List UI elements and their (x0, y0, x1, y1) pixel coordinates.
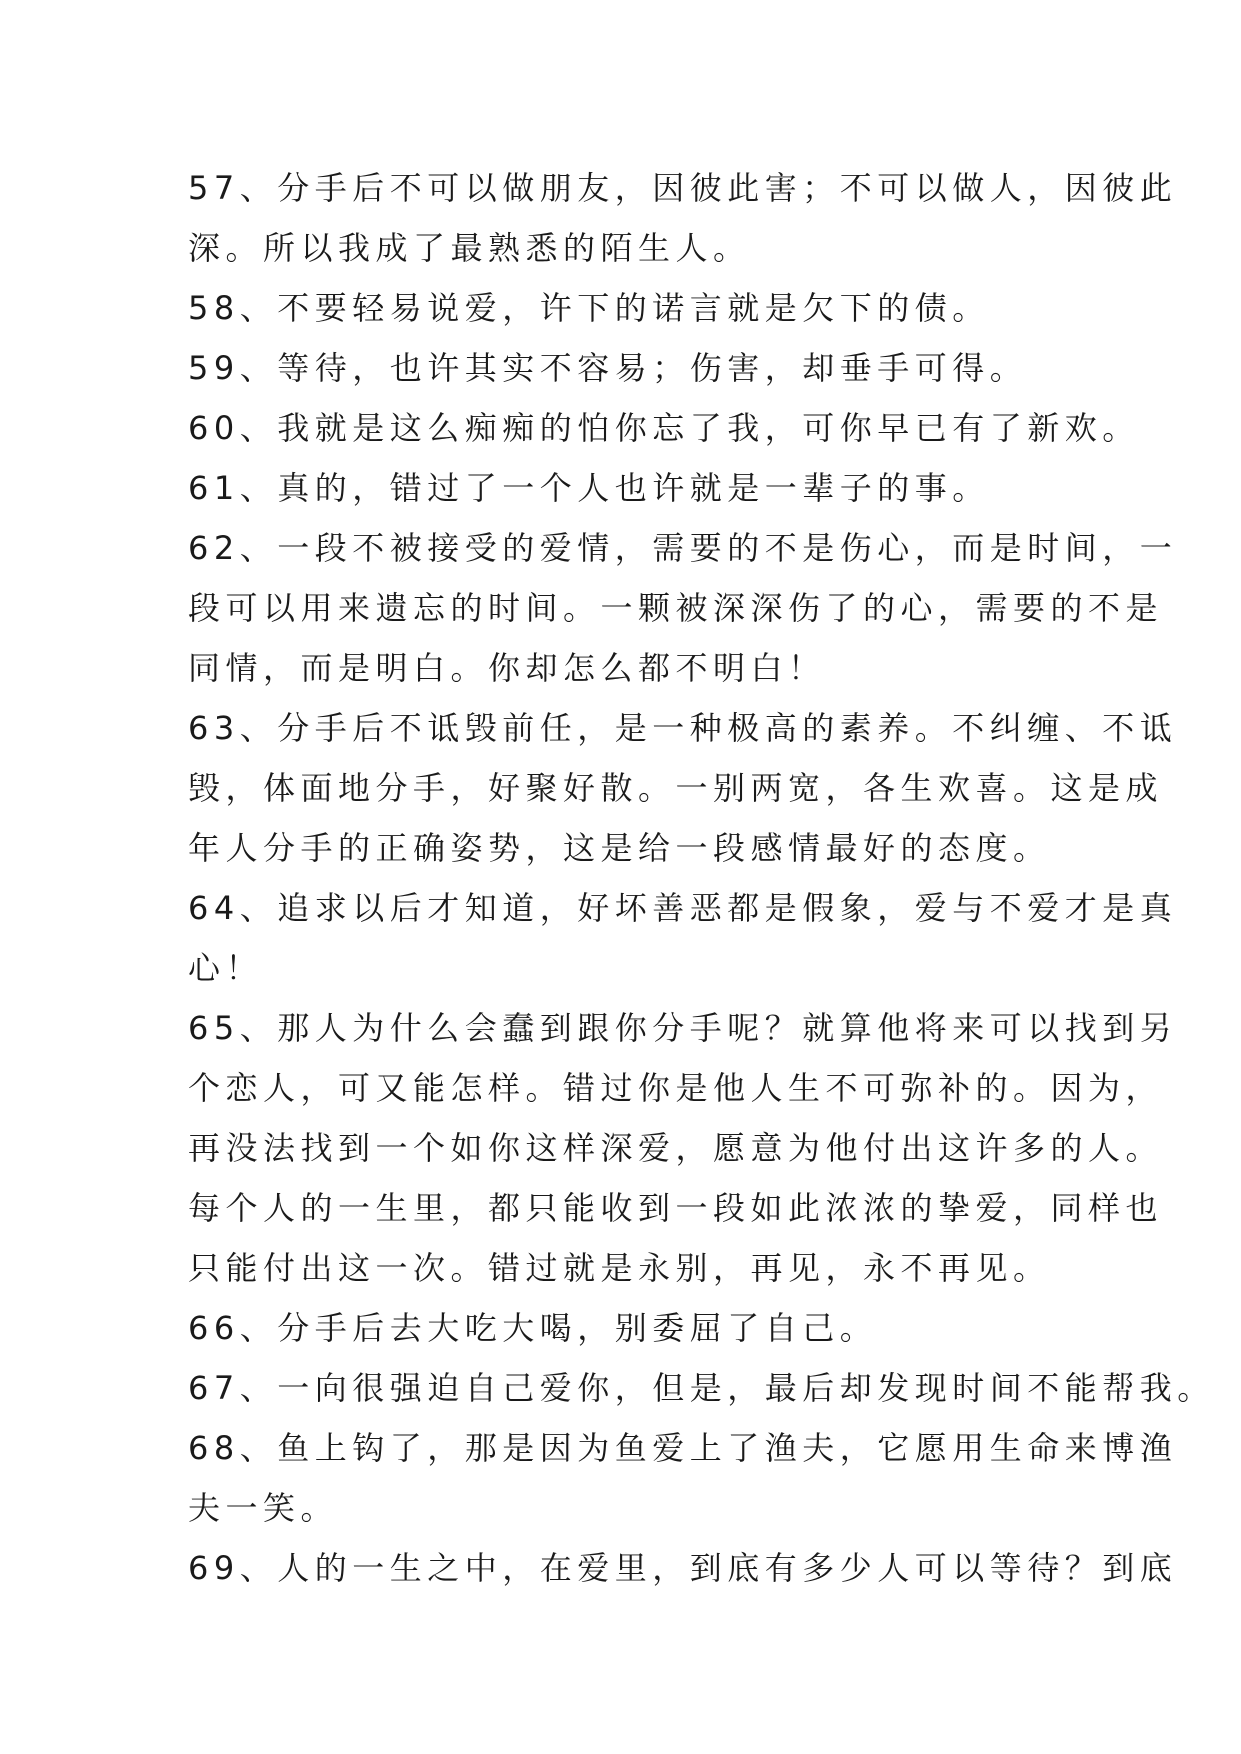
text-line: 再没法找到一个如你这样深爱，愿意为他付出这许多的人。 (188, 1129, 1164, 1167)
text-line: 58、不要轻易说爱，许下的诺言就是欠下的债。 (188, 289, 990, 327)
text-line: 只能付出这一次。错过就是永别，再见，永不再见。 (188, 1249, 1051, 1287)
text-line: 每个人的一生里，都只能收到一段如此浓浓的挚爱，同样也 (188, 1189, 1164, 1227)
text-line: 个恋人，可又能怎样。错过你是他人生不可弥补的。因为， (188, 1069, 1164, 1107)
text-line: 67、一向很强迫自己爱你，但是，最后却发现时间不能帮我。 (188, 1369, 1215, 1407)
text-line: 夫一笑。 (188, 1489, 339, 1527)
text-line: 深。所以我成了最熟悉的陌生人。 (188, 229, 751, 267)
text-line: 57、分手后不可以做朋友，因彼此害；不可以做人，因彼此 (188, 169, 1178, 207)
text-line: 68、鱼上钩了，那是因为鱼爱上了渔夫，它愿用生命来博渔 (188, 1429, 1178, 1467)
text-line: 62、一段不被接受的爱情，需要的不是伤心，而是时间，一 (188, 529, 1178, 567)
text-line: 心！ (188, 949, 264, 987)
document-body (188, 158, 1215, 1598)
text-line: 69、人的一生之中，在爱里，到底有多少人可以等待？到底 (188, 1549, 1178, 1587)
text-line: 65、那人为什么会蠢到跟你分手呢？就算他将来可以找到另 (188, 1009, 1178, 1047)
text-line: 60、我就是这么痴痴的怕你忘了我，可你早已有了新欢。 (188, 409, 1140, 447)
text-line: 61、真的，错过了一个人也许就是一辈子的事。 (188, 469, 990, 507)
text-line: 段可以用来遗忘的时间。一颗被深深伤了的心，需要的不是 (188, 589, 1164, 627)
text-line: 64、追求以后才知道，好坏善恶都是假象，爱与不爱才是真 (188, 889, 1178, 927)
text-line: 66、分手后去大吃大喝，别委屈了自己。 (188, 1309, 878, 1347)
text-line: 63、分手后不诋毁前任，是一种极高的素养。不纠缠、不诋 (188, 709, 1178, 747)
text-line: 年人分手的正确姿势，这是给一段感情最好的态度。 (188, 829, 1051, 867)
text-line: 同情，而是明白。你却怎么都不明白！ (188, 649, 826, 687)
text-line: 59、等待，也许其实不容易；伤害，却垂手可得。 (188, 349, 1028, 387)
text-line: 毁，体面地分手，好聚好散。一别两宽，各生欢喜。这是成 (188, 769, 1164, 807)
